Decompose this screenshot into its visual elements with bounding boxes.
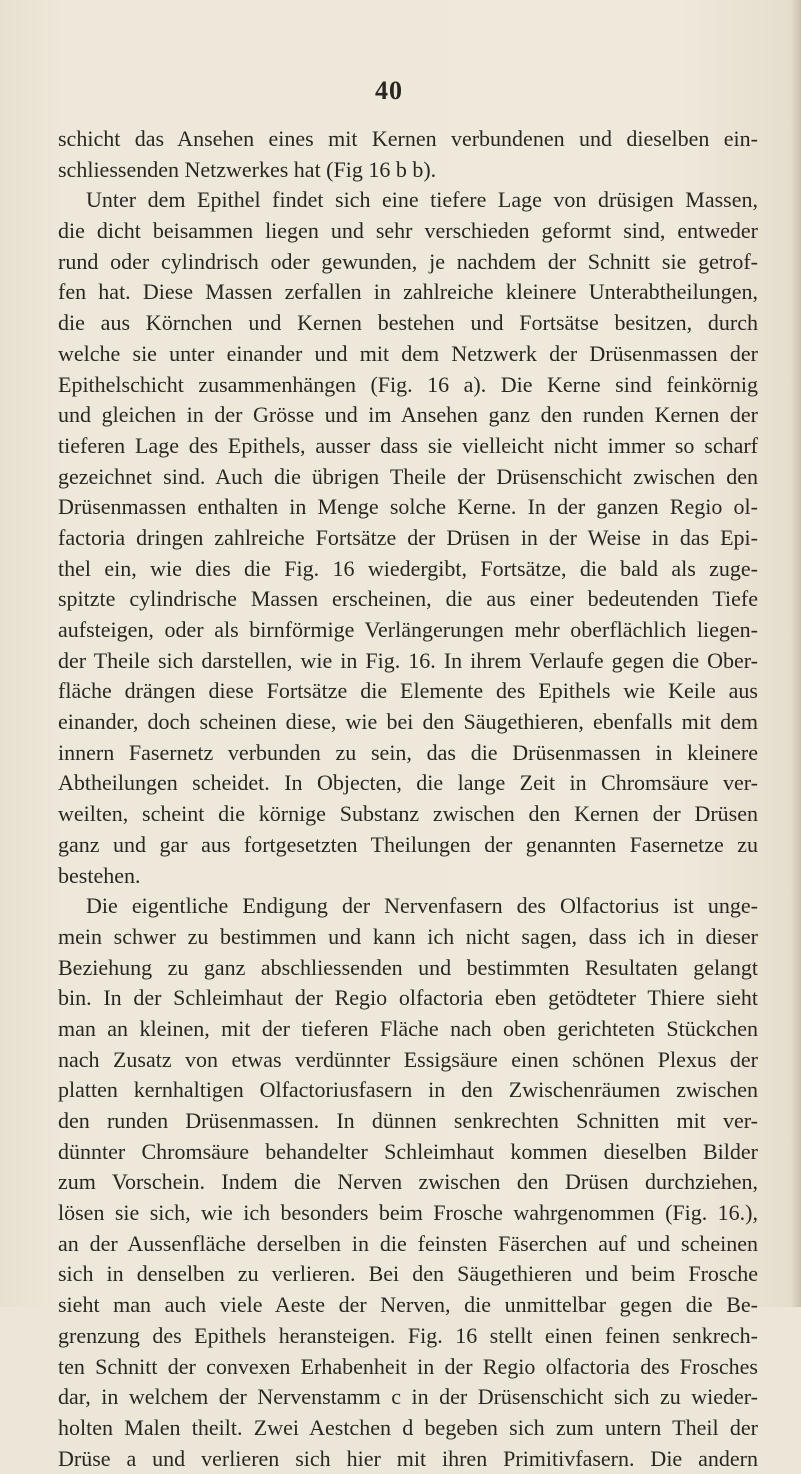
text-line: grenzung des Epithels heransteigen. Fig. 16 stellt einen feinen senkrech- — [58, 1322, 758, 1348]
text-line: sich in denselben zu verlieren. Bei den Säugethieren und beim Frosche — [58, 1261, 758, 1287]
text-line: aufsteigen, oder als birnförmige Verlängerungen mehr oberflächlich liegen- — [58, 617, 758, 642]
text-line: gezeichnet sind. Auch die übrigen Theile der Drüsenschicht zwischen den — [58, 463, 758, 489]
text-line: Epithelschicht zusammenhängen (Fig. 16 a). Die Kerne sind feinkörnig — [58, 371, 758, 397]
text-line: fen hat. Diese Massen zerfallen in zahlreiche kleinere Unterabtheilungen, — [58, 279, 758, 305]
text-line: Die eigentliche Endigung der Nervenfasern des Olfactorius ist unge- — [86, 893, 758, 919]
text-line: dünnter Chromsäure behandelter Schleimhaut kommen dieselben Bilder — [58, 1138, 758, 1164]
text-line: und gleichen in der Grösse und im Ansehen ganz den runden Kernen der — [58, 402, 758, 428]
text-line: Abtheilungen scheidet. In Objecten, die lange Zeit in Chromsäure ver- — [58, 770, 758, 796]
text-line: spitzte cylindrische Massen erscheinen, die aus einer bedeutenden Tiefe — [58, 586, 758, 612]
text-line: bestehen. — [58, 862, 141, 888]
text-line: die dicht beisammen liegen und sehr verschieden geformt sind, entweder — [58, 218, 758, 244]
text-line: nach Zusatz von etwas verdünnter Essigsäure einen schönen Plexus der — [58, 1046, 758, 1072]
text-line: weilten, scheint die körnige Substanz zwischen den Kernen der Drüsen — [58, 801, 758, 827]
text-line: bin. In der Schleimhaut der Regio olfactoria eben getödteter Thiere sieht — [58, 985, 758, 1011]
text-line: schicht das Ansehen eines mit Kernen verbundenen und dieselben ein- — [58, 126, 758, 151]
text-line: mein schwer zu bestimmen und kann ich nicht sagen, dass ich in dieser — [58, 923, 758, 949]
text-line: Drüse a und verlieren sich hier mit ihren Primitivfasern. Die andern — [58, 1445, 758, 1471]
text-line: rund oder cylindrisch oder gewunden, je nachdem der Schnitt sie getrof- — [58, 248, 758, 274]
text-line: den runden Drüsenmassen. In dünnen senkrechten Schnitten mit ver- — [58, 1108, 758, 1133]
text-line: platten kernhaltigen Olfactoriusfasern in den Zwischenräumen zwischen — [58, 1077, 758, 1103]
text-line: tieferen Lage des Epithels, ausser dass sie vielleicht nicht immer so scharf — [58, 432, 758, 458]
text-line: schliessenden Netzwerkes hat (Fig 16 b b). — [58, 156, 437, 182]
body-text — [58, 124, 758, 1474]
text-line: man an kleinen, mit der tieferen Fläche nach oben gerichteten Stückchen — [58, 1015, 758, 1041]
text-line: Beziehung zu ganz abschliessenden und bestimmten Resultaten gelangt — [58, 954, 758, 980]
text-line: einander, doch scheinen diese, wie bei den Säugethieren, ebenfalls mit dem — [58, 709, 758, 735]
text-line: die aus Körnchen und Kernen bestehen und Fortsätse besitzen, durch — [58, 310, 758, 336]
text-line: factoria dringen zahlreiche Fortsätze der Drüsen in der Weise in das Epi- — [58, 524, 758, 550]
text-line: Unter dem Epithel findet sich eine tiefere Lage von drüsigen Massen, — [86, 187, 758, 213]
text-line: an der Aussenfläche derselben in die feinsten Fäserchen auf und scheinen — [58, 1230, 758, 1256]
text-line: der Theile sich darstellen, wie in Fig. 16. In ihrem Verlaufe gegen die Ober- — [58, 647, 758, 673]
text-line: zum Vorschein. Indem die Nerven zwischen den Drüsen durchziehen, — [58, 1169, 758, 1195]
page-edge-shadow — [791, 0, 801, 1307]
text-line: lösen sie sich, wie ich besonders beim Frosche wahrgenommen (Fig. 16.), — [58, 1200, 758, 1226]
text-line: Drüsenmassen enthalten in Menge solche Kerne. In der ganzen Regio ol- — [58, 494, 758, 520]
text-line: dar, in welchem der Nervenstamm c in der Drüsenschicht sich zu wieder- — [58, 1384, 758, 1410]
text-line: ten Schnitt der convexen Erhabenheit in der Regio olfactoria des Frosches — [58, 1353, 758, 1379]
text-line: sieht man auch viele Aeste der Nerven, die unmittelbar gegen die Be- — [58, 1292, 758, 1318]
text-line: fläche drängen diese Fortsätze die Elemente des Epithels wie Keile aus — [58, 678, 758, 704]
text-line: holten Malen theilt. Zwei Aestchen d begeben sich zum untern Theil der — [58, 1414, 758, 1440]
text-line: welche sie unter einander und mit dem Netzwerk der Drüsenmassen der — [58, 340, 758, 366]
page-number: 40 — [375, 76, 403, 105]
text-line: innern Fasernetz verbunden zu sein, das die Drüsenmassen in kleinere — [58, 739, 758, 765]
text-line: ganz und gar aus fortgesetzten Theilungen der genannten Fasernetze zu — [58, 831, 758, 857]
text-line: thel ein, wie dies die Fig. 16 wiedergibt, Fortsätze, die bald als zuge- — [58, 555, 758, 581]
